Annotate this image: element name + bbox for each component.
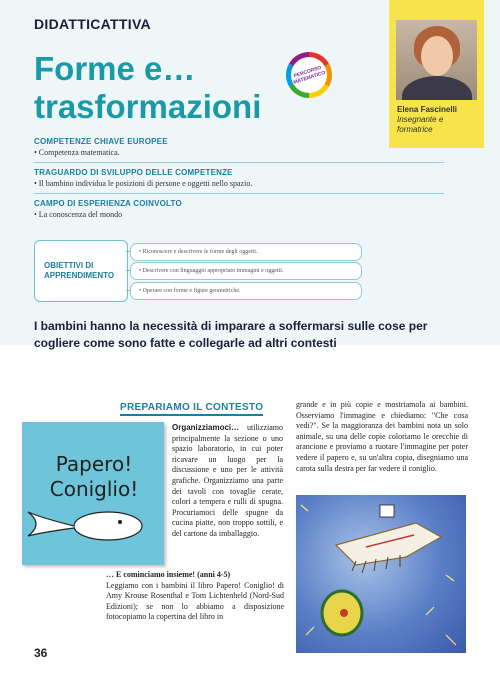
objective-item: • Riconoscere e descrivere le forme degli oggetti. (130, 243, 362, 261)
child-drawing-image (296, 495, 466, 653)
article-paragraph-start (106, 570, 284, 623)
objective-item: • Descrivere con linguaggio appropriato immagini e oggetti. (130, 262, 362, 280)
math-path-badge (286, 52, 332, 98)
badge-label: PERCORSO MATEMATICO (293, 64, 327, 86)
author-role: Insegnante e formatrice (397, 115, 444, 134)
paragraph-subheading: … E cominciamo insieme! (anni 4-5) (106, 570, 231, 579)
objectives-label: OBIETTIVI DI APPRENDIMENTO (44, 261, 115, 280)
intro-statement: I bambini hanno la necessità di imparare a soffermarsi sulle cose per cogliere come sono fatte e collegarle ad altri contesti (34, 319, 428, 350)
competence-heading: CAMPO DI ESPERIENZA COINVOLTO (34, 199, 182, 208)
article-paragraph-organize (172, 423, 283, 540)
book-cover-image (22, 422, 164, 565)
competence-heading: TRAGUARDO DI SVILUPPO DELLE COMPETENZE (34, 168, 233, 177)
competence-field (34, 199, 444, 224)
competence-body: • Competenza matematica. (34, 148, 444, 163)
competence-goal (34, 168, 444, 194)
author-card (389, 0, 484, 148)
author-photo (396, 20, 477, 100)
page-number: 36 (34, 646, 48, 660)
author-name: Elena Fascinelli (397, 105, 458, 114)
competence-body: • La conoscenza del mondo (34, 210, 123, 219)
paragraph-text: Leggiamo con i bambini il libro Papero! Coniglio! di Amy Krouse Rosenthal e Tom Lichtenheld (Nord-Sud Edizioni); se non lo abbiamo a disposizione fotocopiamo la copertina del libro in (106, 580, 284, 622)
title-line-2: trasformazioni (34, 88, 262, 125)
objective-item: • Operare con forme e figure geometriche. (130, 282, 362, 300)
competence-heading: COMPETENZE CHIAVE EUROPEE (34, 137, 168, 146)
article-paragraph-continued: grande e in più copie e mostriamola ai bambini. Osserviamo l'immagine e chiediamo: "Che cosa vedi?". Se la maggioranza dei bambini nota un solo animale, su una delle copie coloriamo le orecchie di arancione e proviamo a ruotare l'immagine per poter vedere il papero e, su un'altra copia, disegniamo una carota sulla destra per far vedere il coniglio. (296, 400, 468, 473)
competence-european (34, 137, 444, 163)
paragraph-text: utilizziamo principalmente la sezione o uno spazio laboratorio, in cui poter ricavare un luogo per la discussione e uno per le attività grafiche. Organizziamo una parte dei tavoli con tovaglie cerate, colori a tempera e rulli di spugna. Procuriamoci delle spugne da cucina piatte, non troppo sottili, e del cartone da imballaggio. (172, 423, 283, 538)
title-line-1: Forme e… (34, 50, 196, 87)
section-title: PREPARIAMO IL CONTESTO (120, 402, 263, 416)
paragraph-lead: Organizziamoci… (172, 423, 240, 432)
competence-body: • Il bambino individua le posizioni di persone e oggetti nello spazio. (34, 179, 444, 194)
book-title: Papero! Coniglio! (49, 452, 139, 501)
section-kicker: DIDATTICATTIVA (34, 16, 151, 32)
objectives-label-box (34, 240, 128, 302)
